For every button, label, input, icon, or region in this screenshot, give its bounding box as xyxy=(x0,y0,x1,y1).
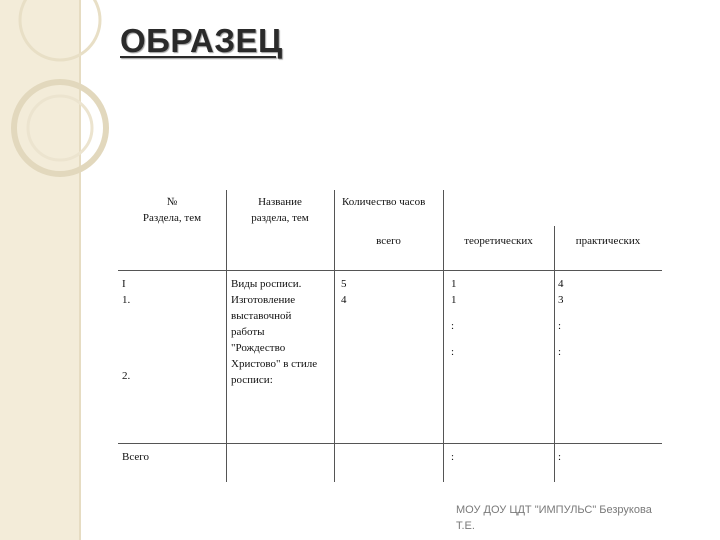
header-num-sub: Раздела, тем xyxy=(142,212,202,224)
practice-hours-item-1: 3 xyxy=(558,294,564,306)
page-title: ОБРАЗЕЦ xyxy=(120,22,283,59)
practice-hours-placeholder: : xyxy=(558,346,562,358)
item-1-text-line: Христово" в стиле xyxy=(231,358,318,370)
footer-credit xyxy=(456,502,686,534)
header-name-sub: раздела, тем xyxy=(251,212,309,224)
practice-hours-placeholder: : xyxy=(558,320,562,332)
item-1-text-line: "Рождество xyxy=(231,342,286,354)
header-num: № xyxy=(166,196,178,208)
header-hours: Количество часов xyxy=(342,196,426,208)
theory-hours-section: 1 xyxy=(451,278,457,290)
item-1-text-line: выставочной xyxy=(231,310,292,322)
total-hours-section: 5 xyxy=(341,278,347,290)
header-total: всего xyxy=(376,235,401,247)
header-theory: теоретических xyxy=(464,235,533,247)
item-1-number: 1. xyxy=(122,294,131,306)
total-row-theory: : xyxy=(451,451,455,463)
footer-line-1: МОУ ДОУ ЦДТ "ИМПУЛЬС" Безрукова xyxy=(456,504,652,516)
total-row-label: Всего xyxy=(122,451,149,463)
decor-circle-top xyxy=(20,0,100,60)
decorative-circles xyxy=(0,0,140,200)
item-1-text-line: росписи: xyxy=(231,374,273,386)
theory-hours-item-1: 1 xyxy=(451,294,457,306)
section-number: I xyxy=(122,278,126,290)
total-hours-item-1: 4 xyxy=(341,294,347,306)
body-bottom-line xyxy=(118,443,662,444)
theory-hours-placeholder: : xyxy=(451,346,455,358)
item-2-number: 2. xyxy=(122,370,131,382)
header-practice: практических xyxy=(575,235,641,247)
practice-hours-section: 4 xyxy=(558,278,564,290)
header-bottom-line xyxy=(118,270,662,271)
section-title: Виды росписи. xyxy=(231,278,302,290)
header-name: Название xyxy=(258,196,302,208)
total-row-practice: : xyxy=(558,451,562,463)
item-1-text-line: Изготовление xyxy=(231,294,296,306)
col-divider-1 xyxy=(226,190,227,482)
theory-hours-placeholder: : xyxy=(451,320,455,332)
item-1-text-line: работы xyxy=(231,326,265,338)
footer-line-2: Т.Е. xyxy=(456,520,475,532)
decor-circle-inner xyxy=(28,96,92,160)
